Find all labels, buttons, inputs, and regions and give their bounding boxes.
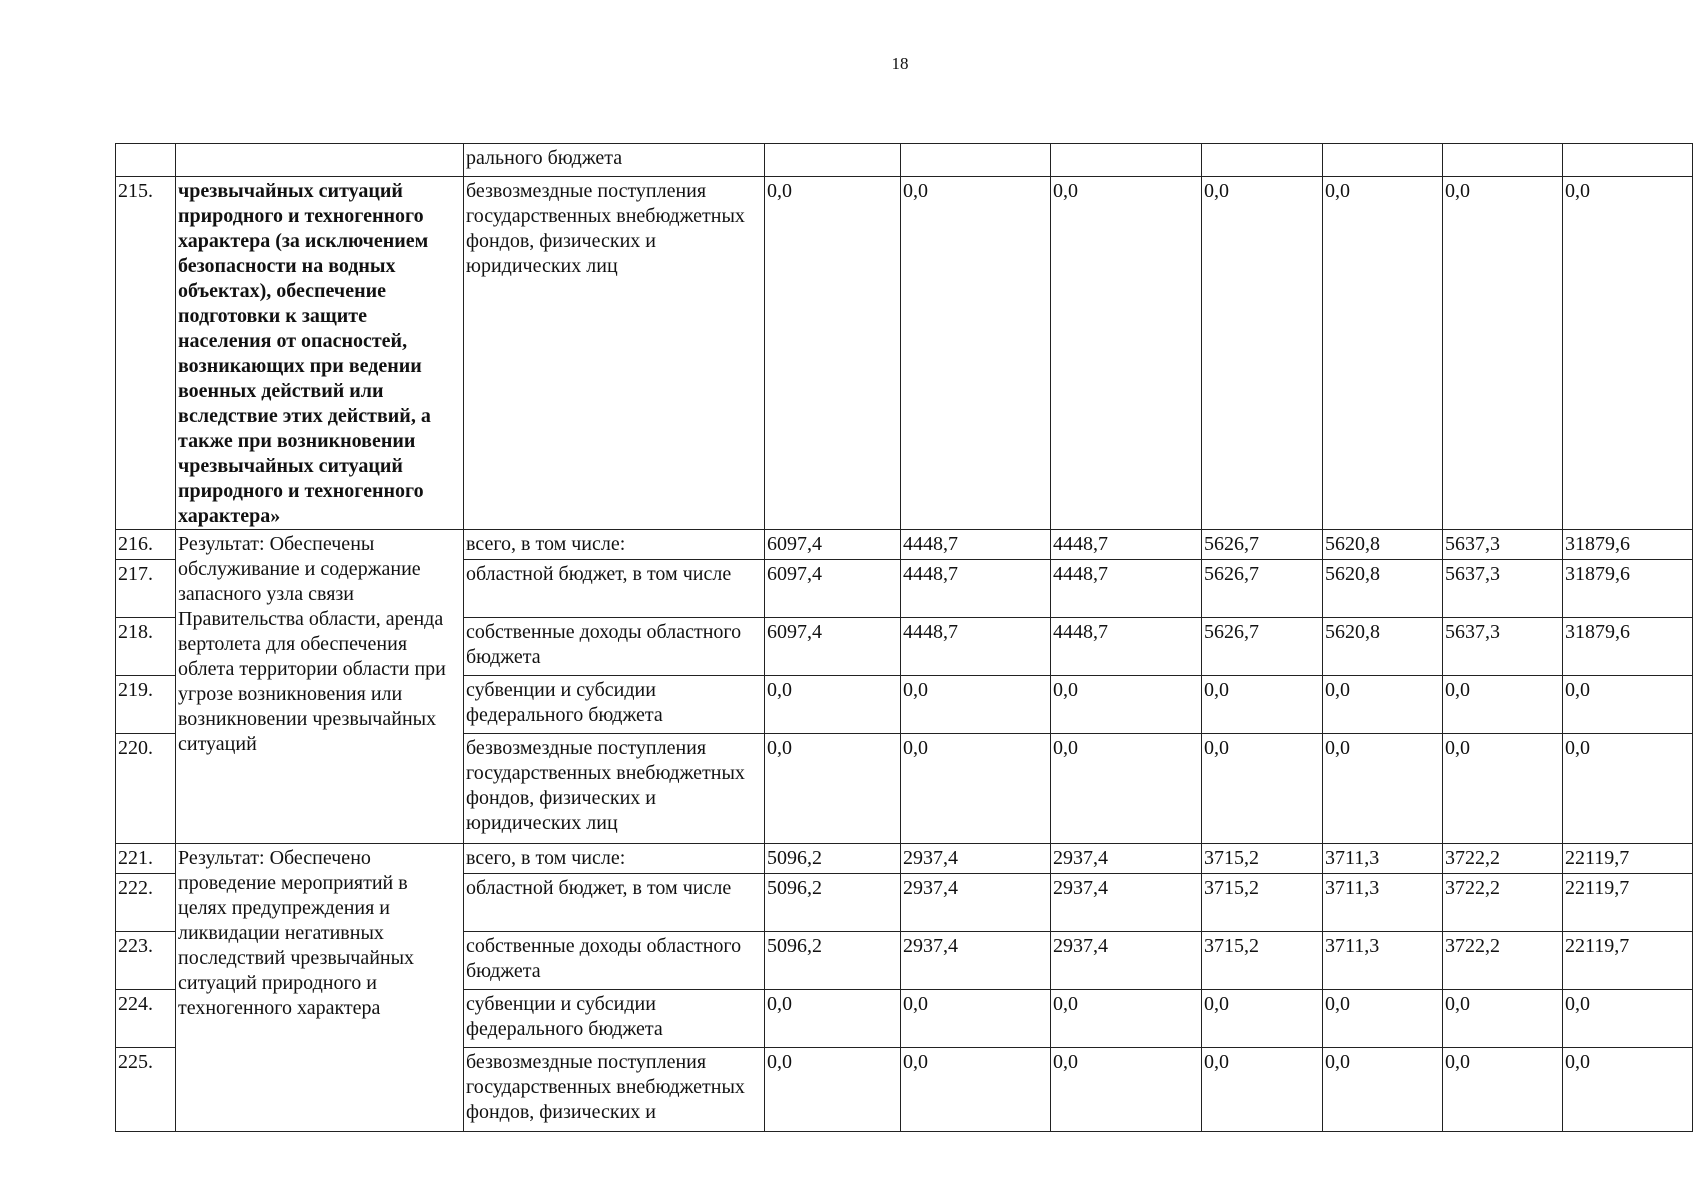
value-cell: 31879,6 [1563,530,1693,560]
value-cell: 5096,2 [765,844,901,874]
row-number: 217. [116,560,176,618]
value-cell: 6097,4 [765,530,901,560]
row-number: 222. [116,874,176,932]
row-number: 219. [116,676,176,734]
value-cell: 6097,4 [765,560,901,618]
value-cell [1323,144,1443,177]
value-cell: 4448,7 [901,530,1051,560]
funding-source: рального бюджета [464,144,765,177]
funding-source: областной бюджет, в том числе [464,560,765,618]
funding-source: собственные доходы областного бюджета [464,618,765,676]
result-description: Результат: Обеспечены обслуживание и содержание запасного узла связи Правительства области, аренда вертолета для обеспечения облета территории области при угрозе возникновения или возникновении чрезвычайных ситуаций [176,530,464,844]
row-number: 218. [116,618,176,676]
value-cell: 2937,4 [1051,932,1202,990]
value-cell: 0,0 [1563,1048,1693,1132]
value-cell: 0,0 [765,1048,901,1132]
value-cell: 4448,7 [1051,618,1202,676]
value-cell: 6097,4 [765,618,901,676]
value-cell: 0,0 [901,990,1051,1048]
value-cell: 2937,4 [1051,844,1202,874]
value-cell: 0,0 [1202,990,1323,1048]
value-cell: 4448,7 [1051,560,1202,618]
value-cell: 3722,2 [1443,932,1563,990]
value-cell: 0,0 [1202,734,1323,844]
value-cell: 22119,7 [1563,844,1693,874]
value-cell [901,144,1051,177]
value-cell: 31879,6 [1563,618,1693,676]
row-number [116,144,176,177]
value-cell: 0,0 [901,1048,1051,1132]
table-row [116,530,1693,560]
value-cell [1202,144,1323,177]
value-cell: 0,0 [901,676,1051,734]
value-cell: 0,0 [1443,1048,1563,1132]
value-cell: 2937,4 [901,932,1051,990]
table-row [116,177,1693,530]
row-number: 221. [116,844,176,874]
value-cell: 0,0 [901,177,1051,530]
value-cell: 5626,7 [1202,560,1323,618]
funding-source: субвенции и субсидии федерального бюджета [464,676,765,734]
funding-source: безвозмездные поступления государственных внебюджетных фондов, физических и юридических лиц [464,177,765,530]
value-cell: 3722,2 [1443,874,1563,932]
value-cell: 0,0 [1323,734,1443,844]
value-cell: 0,0 [1202,1048,1323,1132]
value-cell: 0,0 [1202,177,1323,530]
value-cell: 4448,7 [901,560,1051,618]
result-description [176,144,464,177]
value-cell: 3711,3 [1323,844,1443,874]
value-cell: 0,0 [765,990,901,1048]
value-cell: 4448,7 [1051,530,1202,560]
value-cell: 2937,4 [901,874,1051,932]
value-cell: 0,0 [1323,990,1443,1048]
value-cell: 0,0 [765,676,901,734]
value-cell: 2937,4 [901,844,1051,874]
value-cell: 0,0 [1563,734,1693,844]
value-cell: 5626,7 [1202,618,1323,676]
value-cell: 0,0 [1202,676,1323,734]
result-description: Результат: Обеспечено проведение мероприятий в целях предупреждения и ликвидации негативных последствий чрезвычайных ситуаций природного и техногенного характера [176,844,464,1132]
value-cell: 5620,8 [1323,530,1443,560]
value-cell: 5637,3 [1443,530,1563,560]
value-cell: 0,0 [1051,734,1202,844]
row-number: 220. [116,734,176,844]
table-row [116,144,1693,177]
value-cell: 5620,8 [1323,618,1443,676]
value-cell: 0,0 [1563,177,1693,530]
table-row [116,844,1693,874]
value-cell: 0,0 [1051,1048,1202,1132]
value-cell: 5096,2 [765,932,901,990]
value-cell: 2937,4 [1051,874,1202,932]
value-cell: 0,0 [1323,177,1443,530]
value-cell: 0,0 [1563,676,1693,734]
row-number: 216. [116,530,176,560]
value-cell: 22119,7 [1563,932,1693,990]
value-cell: 3715,2 [1202,844,1323,874]
value-cell: 0,0 [765,734,901,844]
funding-source: безвозмездные поступления государственных внебюджетных фондов, физических и юридических лиц [464,734,765,844]
value-cell: 3715,2 [1202,874,1323,932]
value-cell: 0,0 [1051,676,1202,734]
value-cell: 3711,3 [1323,932,1443,990]
value-cell [765,144,901,177]
funding-source: всего, в том числе: [464,844,765,874]
result-description: чрезвычайных ситуаций природного и техногенного характера (за исключением безопасности на водных объектах), обеспечение подготовки к защите населения от опасностей, возникающих при ведении военных действий или вследствие этих действий, а также при возникновении чрезвычайных ситуаций природного и техногенного характера» [176,177,464,530]
page-number: 18 [891,54,909,73]
value-cell: 4448,7 [901,618,1051,676]
value-cell: 0,0 [1323,676,1443,734]
value-cell: 22119,7 [1563,874,1693,932]
value-cell: 0,0 [1051,177,1202,530]
value-cell: 0,0 [765,177,901,530]
value-cell: 3722,2 [1443,844,1563,874]
value-cell: 5096,2 [765,874,901,932]
value-cell [1051,144,1202,177]
value-cell: 3711,3 [1323,874,1443,932]
value-cell: 5637,3 [1443,560,1563,618]
funding-source: безвозмездные поступления государственных внебюджетных фондов, физических и [464,1048,765,1132]
funding-source: областной бюджет, в том числе [464,874,765,932]
value-cell: 0,0 [1443,676,1563,734]
value-cell: 5626,7 [1202,530,1323,560]
value-cell: 5620,8 [1323,560,1443,618]
value-cell: 0,0 [901,734,1051,844]
value-cell: 0,0 [1563,990,1693,1048]
value-cell: 0,0 [1323,1048,1443,1132]
value-cell: 0,0 [1443,734,1563,844]
table-body [116,144,1693,1132]
funding-source: субвенции и субсидии федерального бюджета [464,990,765,1048]
value-cell: 0,0 [1051,990,1202,1048]
budget-table [115,143,1693,1132]
row-number: 224. [116,990,176,1048]
value-cell: 31879,6 [1563,560,1693,618]
funding-source: всего, в том числе: [464,530,765,560]
row-number: 215. [116,177,176,530]
value-cell: 0,0 [1443,990,1563,1048]
value-cell: 0,0 [1443,177,1563,530]
value-cell [1443,144,1563,177]
value-cell: 3715,2 [1202,932,1323,990]
row-number: 225. [116,1048,176,1132]
value-cell: 5637,3 [1443,618,1563,676]
funding-source: собственные доходы областного бюджета [464,932,765,990]
row-number: 223. [116,932,176,990]
value-cell [1563,144,1693,177]
